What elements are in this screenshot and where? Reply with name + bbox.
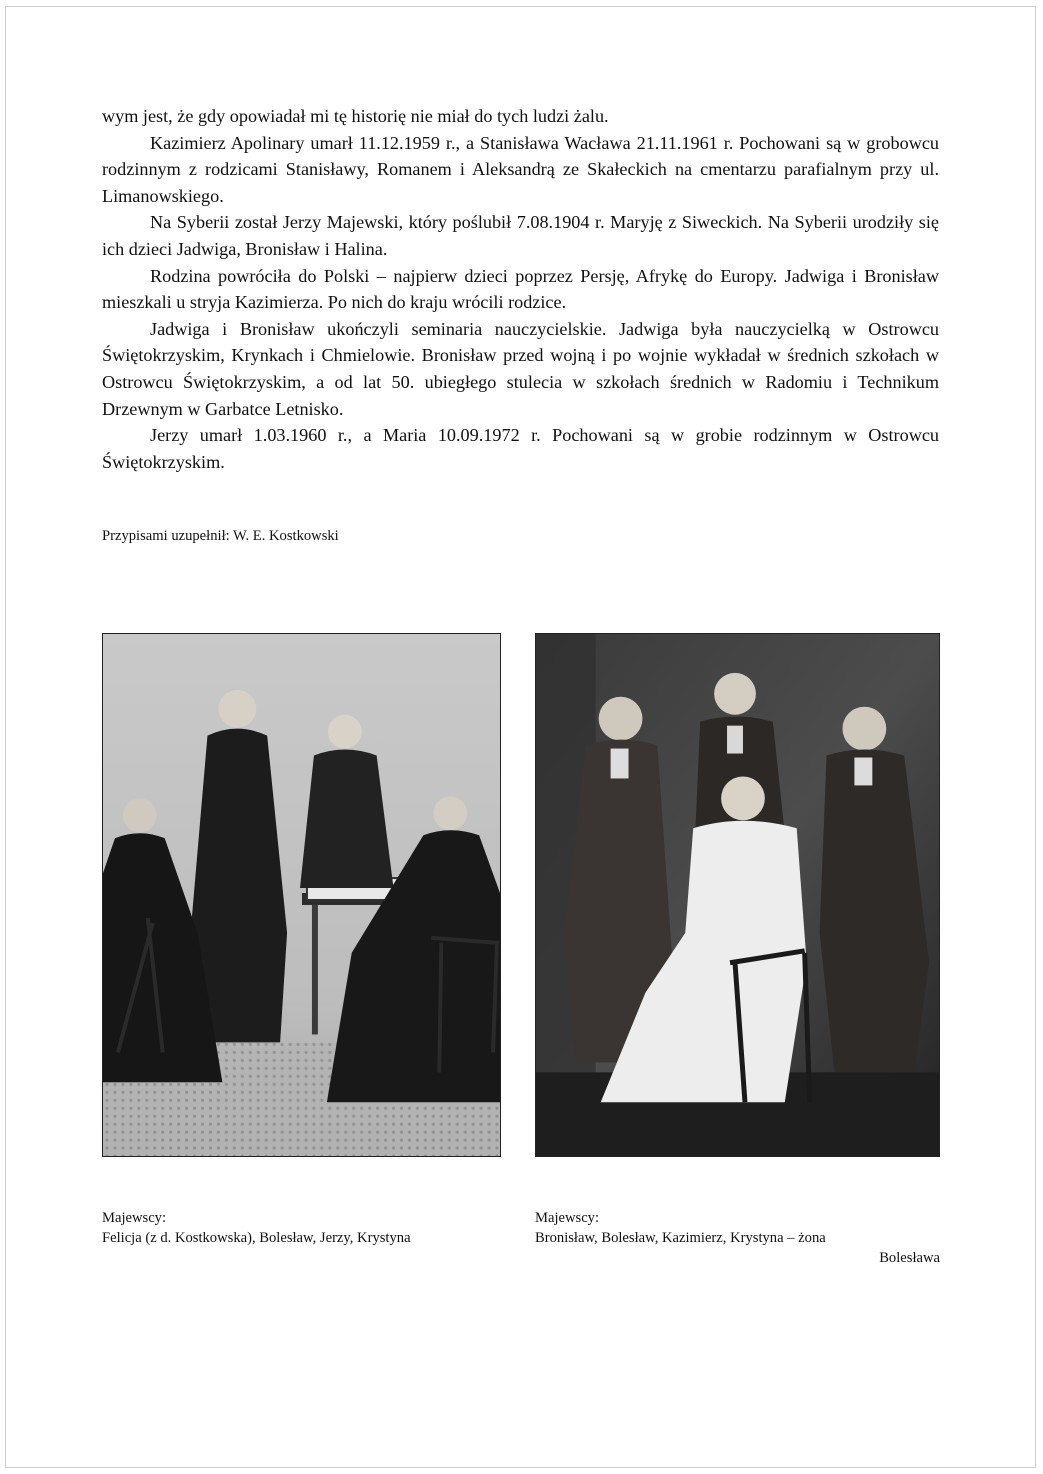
footnote-credit: Przypisami uzupełnił: W. E. Kostkowski — [102, 528, 339, 544]
family-photo-1 — [102, 633, 501, 1157]
paragraph: Rodzina powróciła do Polski – najpierw dzieci poprzez Persję, Afrykę do Europy. Jadwiga i Bronisław mieszkali u stryja Kazimierza. Po nich do kraju wrócili rodzice. — [102, 265, 939, 313]
caption-names: Felicja (z d. Kostkowska), Bolesław, Jerzy, Krystyna — [102, 1230, 411, 1246]
caption-title: Majewscy: — [102, 1210, 167, 1226]
caption-names: Bronisław, Bolesław, Kazimierz, Krystyna – żona — [535, 1230, 826, 1246]
paragraph: wym jest, że gdy opowiadał mi tę historię nie miał do tych ludzi żalu. — [102, 106, 609, 126]
paragraph: Jadwiga i Bronisław ukończyli seminaria nauczycielskie. Jadwiga była nauczycielką w Ostrowcu Świętokrzyskim, Krynkach i Chmielowie. Bronisław przed wojną i po wojnie wykładał w średnich szkołach w Ostrowcu Świętokrzyskim, a od lat 50. ubiegłego stulecia w szkołach średnich w Radomiu i Technikum Drzewnym w Garbatce Letnisko. — [102, 318, 939, 419]
paragraph: Jerzy umarł 1.03.1960 r., a Maria 10.09.1972 r. Pochowani są w grobie rodzinnym w Ostrowcu Świętokrzyskim. — [102, 425, 939, 472]
body-text — [102, 103, 939, 475]
caption-names-continued: Bolesława — [879, 1250, 940, 1266]
photo-caption-2 — [535, 1208, 940, 1268]
paragraph: Na Syberii został Jerzy Majewski, który poślubił 7.08.1904 r. Maryję z Siweckich. Na Syberii urodziły się ich dzieci Jadwiga, Bronisław i Halina. — [102, 212, 939, 259]
family-photo-2 — [535, 633, 940, 1157]
caption-title: Majewscy: — [535, 1210, 600, 1226]
paragraph: Kazimierz Apolinary umarł 11.12.1959 r., a Stanisława Wacława 21.11.1961 r. Pochowani są w grobowcu rodzinnym z rodzicami Stanisławy, Romanem i Aleksandrą ze Skałeckich na cmentarzu parafialnym przy ul. Limanowskiego. — [102, 132, 939, 206]
photo-caption-1 — [102, 1208, 502, 1248]
